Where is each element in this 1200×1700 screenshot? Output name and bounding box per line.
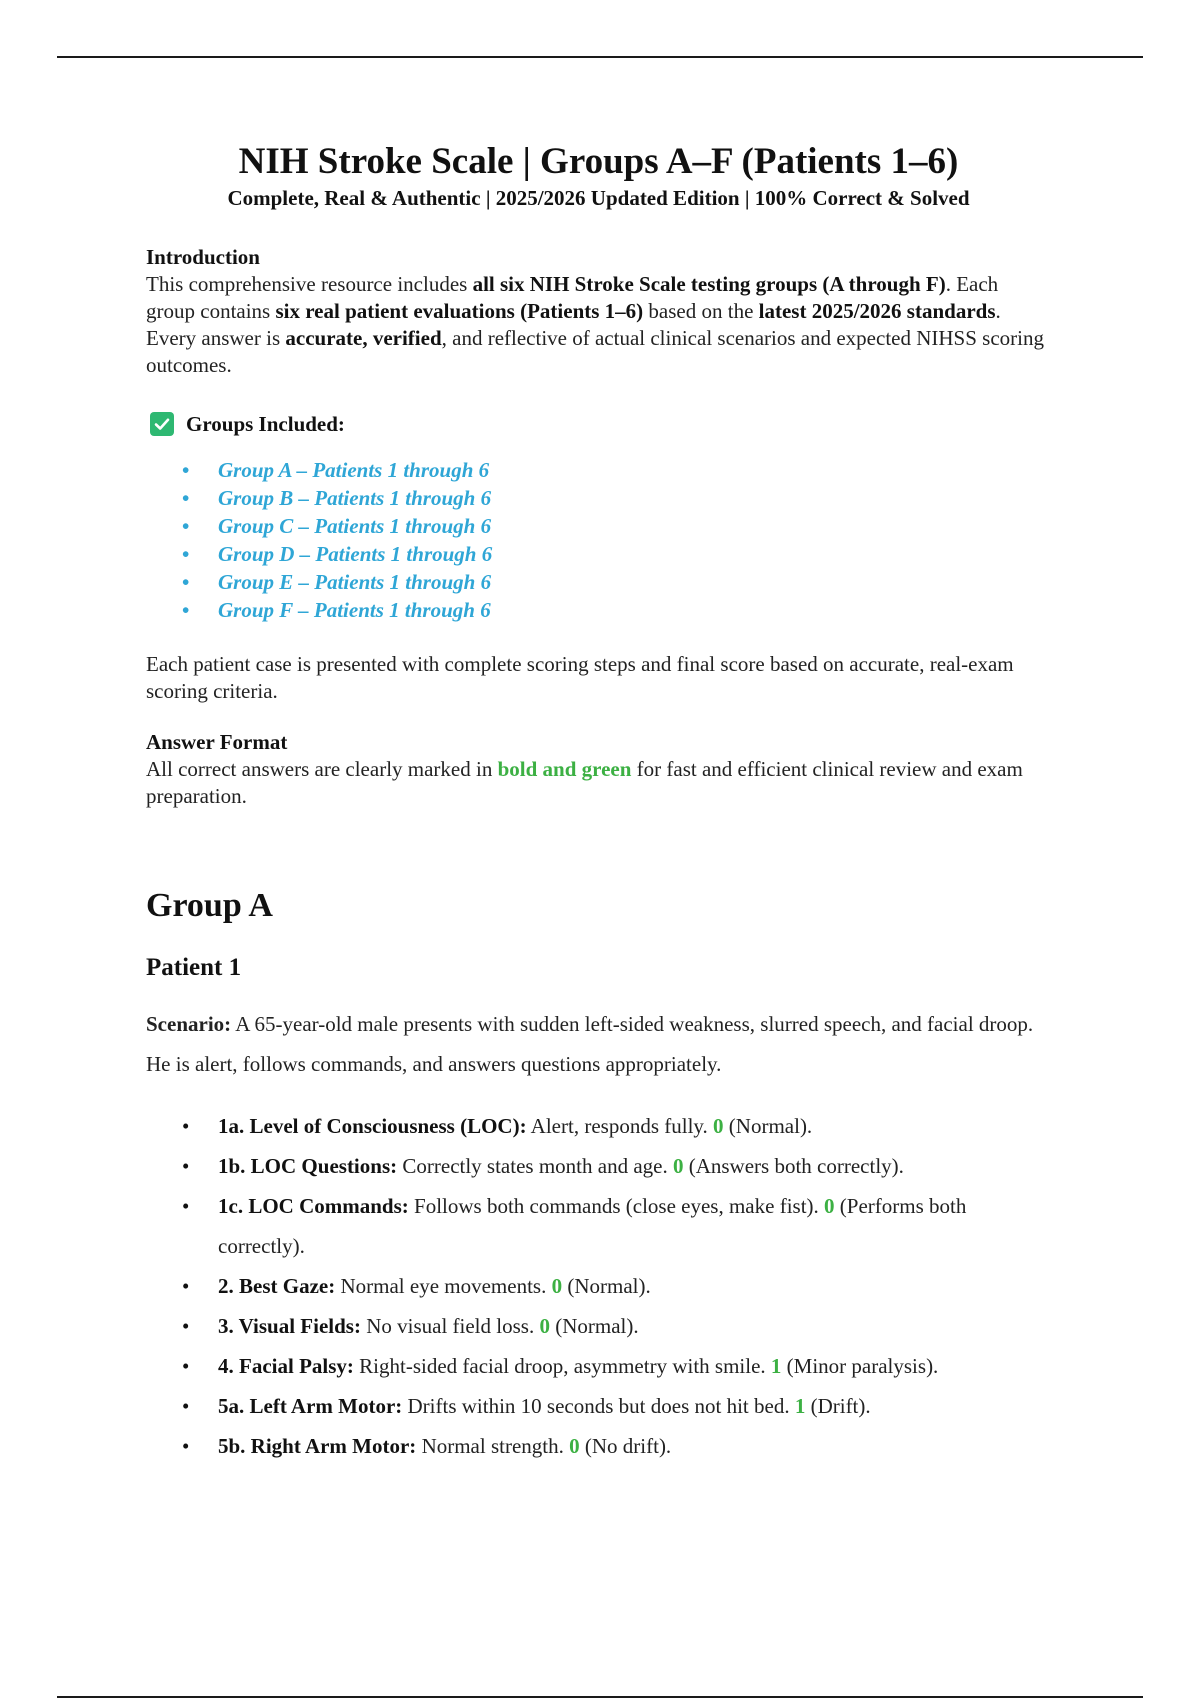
bottom-rule <box>57 1696 1143 1698</box>
answer-format-section <box>146 729 1051 810</box>
top-rule <box>57 56 1143 58</box>
patient-1-heading: Patient 1 <box>146 954 242 981</box>
introduction-text: This comprehensive resource includes all six NIH Stroke Scale testing groups (A through F). Each group contains six real patient evaluations (Patients 1–6) based on the latest 2025/2026 standards. Every answer is accurate, verified, and reflective of actual clinical scenarios and expected NIHSS scoring outcomes. <box>146 272 1044 377</box>
group-link-b[interactable]: • Group B – Patients 1 through 6 <box>182 484 1051 512</box>
introduction-section <box>146 244 1051 379</box>
answer-format-text: All correct answers are clearly marked in bold and green for fast and efficient clinical review and exam preparation. <box>146 757 1023 808</box>
check-icon <box>150 412 174 436</box>
answer-format-heading: Answer Format <box>146 730 288 754</box>
scoring-item: • 1b. LOC Questions: Correctly states month and age. 0 (Answers both correctly). <box>182 1146 1051 1186</box>
group-link-e[interactable]: • Group E – Patients 1 through 6 <box>182 568 1051 596</box>
scoring-item: • 1a. Level of Consciousness (LOC): Alert, responds fully. 0 (Normal). <box>182 1106 1051 1146</box>
scoring-item: • 5a. Left Arm Motor: Drifts within 10 seconds but does not hit bed. 1 (Drift). <box>182 1386 1051 1426</box>
group-link-d[interactable]: • Group D – Patients 1 through 6 <box>182 540 1051 568</box>
document-page <box>146 140 1051 1466</box>
group-link-a[interactable]: • Group A – Patients 1 through 6 <box>182 456 1051 484</box>
group-a-heading: Group A <box>146 887 273 924</box>
scoring-item: • 2. Best Gaze: Normal eye movements. 0 (Normal). <box>182 1266 1051 1306</box>
scoring-item: • 1c. LOC Commands: Follows both commands (close eyes, make fist). 0 (Performs both correctly). <box>182 1186 1051 1266</box>
group-link-f[interactable]: • Group F – Patients 1 through 6 <box>182 596 1051 624</box>
groups-included-heading <box>146 410 1051 438</box>
introduction-heading: Introduction <box>146 245 260 269</box>
groups-list <box>182 456 1051 624</box>
document-subtitle: Complete, Real & Authentic | 2025/2026 Updated Edition | 100% Correct & Solved <box>227 186 970 210</box>
scoring-item: • 3. Visual Fields: No visual field loss. 0 (Normal). <box>182 1306 1051 1346</box>
scenario-text: Scenario: A 65-year-old male presents with sudden left-sided weakness, slurred speech, and facial droop. He is alert, follows commands, and answers questions appropriately. <box>146 1012 1034 1076</box>
scoring-item: • 4. Facial Palsy: Right-sided facial droop, asymmetry with smile. 1 (Minor paralysis). <box>182 1346 1051 1386</box>
group-link-c[interactable]: • Group C – Patients 1 through 6 <box>182 512 1051 540</box>
case-note: Each patient case is presented with complete scoring steps and final score based on accurate, real-exam scoring criteria. <box>146 652 1014 703</box>
document-title: NIH Stroke Scale | Groups A–F (Patients 1–6) <box>238 141 959 182</box>
scoring-item: • 5b. Right Arm Motor: Normal strength. 0 (No drift). <box>182 1426 1051 1466</box>
groups-included-label: Groups Included: <box>186 412 345 436</box>
scoring-items-list <box>182 1106 1051 1466</box>
